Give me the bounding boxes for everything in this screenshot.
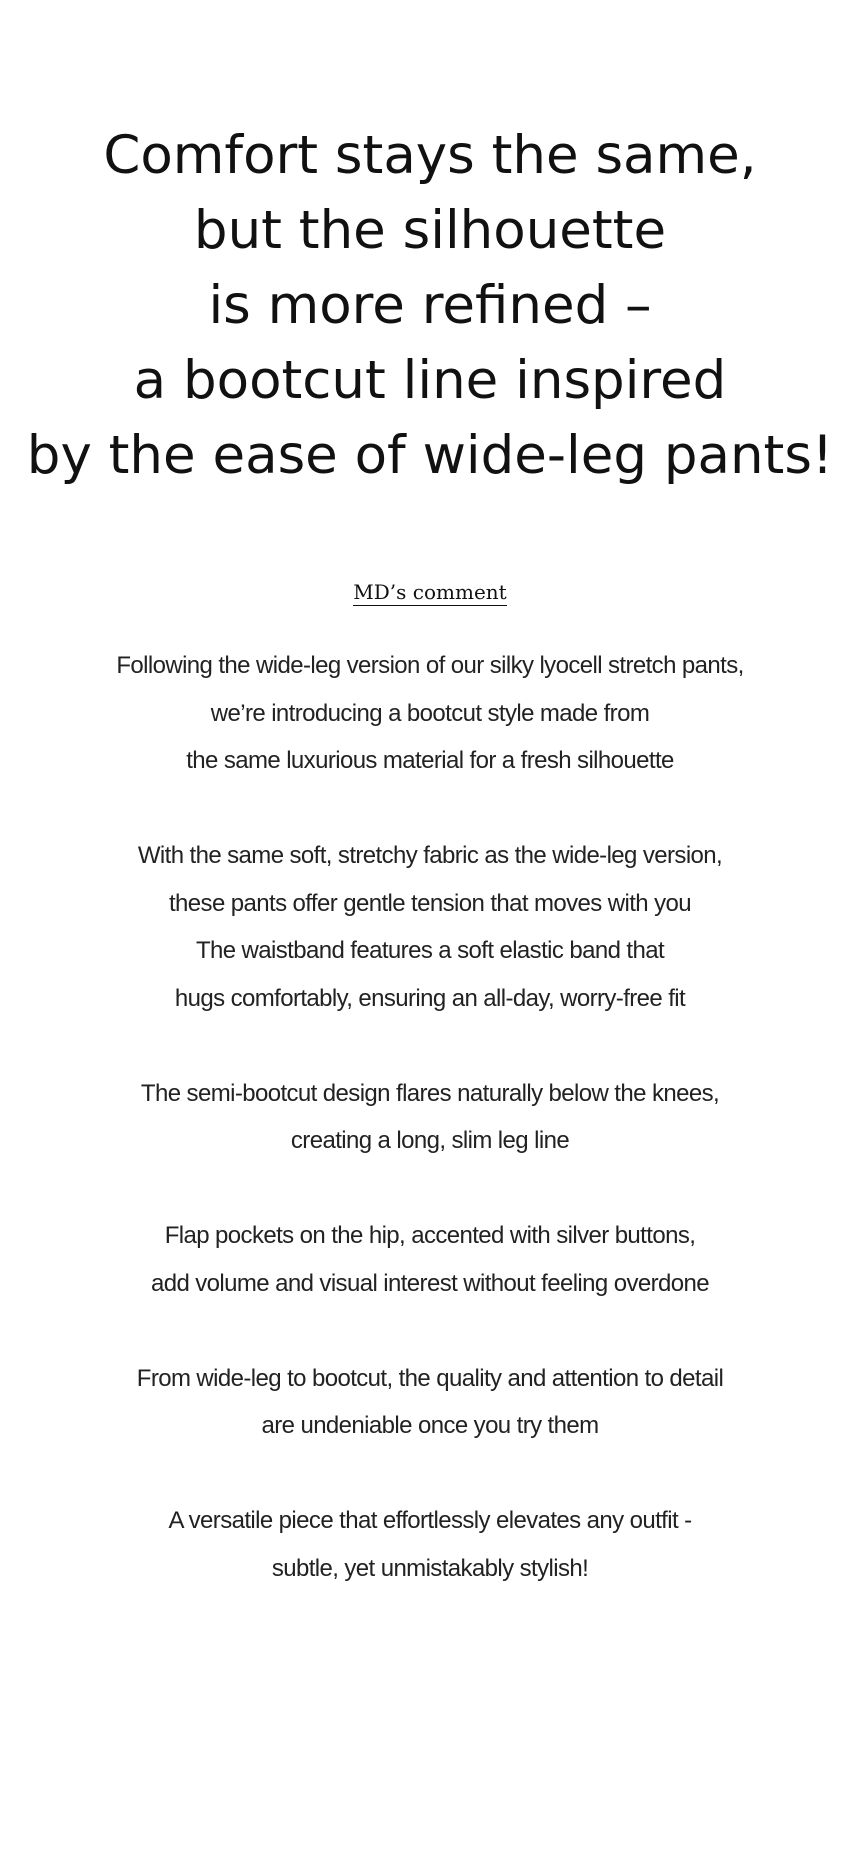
paragraph-line: Following the wide-leg version of our silky lyocell stretch pants, (116, 652, 744, 679)
headline-line: Comfort stays the same, (103, 125, 757, 186)
paragraph (0, 1497, 860, 1592)
paragraph (0, 1212, 860, 1307)
paragraph-line: creating a long, slim leg line (290, 1127, 570, 1154)
paragraph-line: these pants offer gentle tension that moves with you (168, 889, 692, 917)
paragraph-line: With the same soft, stretchy fabric as the wide-leg version, (137, 842, 723, 869)
paragraph-line: The waistband features a soft elastic band that (195, 937, 665, 964)
paragraph-line: subtle, yet unmistakably stylish! (271, 1554, 589, 1582)
paragraph-line: add volume and visual interest without feeling overdone (150, 1269, 710, 1297)
headline (0, 118, 860, 493)
headline-line: by the ease of wide-leg pants! (26, 425, 834, 486)
paragraph-line: The semi-bootcut design flares naturally below the knees, (140, 1079, 720, 1107)
md-comment-heading (0, 577, 860, 607)
headline-line: but the silhouette (193, 200, 667, 261)
paragraph (0, 642, 860, 785)
headline-line: is more refined – (208, 275, 652, 336)
paragraph-line: From wide-leg to bootcut, the quality and attention to detail (136, 1364, 724, 1392)
paragraph-line: the same luxurious material for a fresh silhouette (186, 747, 674, 774)
paragraph-line: Flap pockets on the hip, accented with silver buttons, (164, 1222, 696, 1249)
paragraph-line: hugs comfortably, ensuring an all-day, worry-free fit (174, 984, 686, 1012)
md-comment-body (0, 642, 860, 1640)
paragraph (0, 832, 860, 1022)
paragraph-line: A versatile piece that effortlessly elevates any outfit - (168, 1507, 692, 1534)
md-comment-label: MD’s comment (353, 580, 507, 604)
paragraph-line: we’re introducing a bootcut style made from (210, 699, 650, 727)
paragraph-line: are undeniable once you try them (261, 1412, 599, 1439)
headline-line: a bootcut line inspired (133, 350, 727, 411)
paragraph (0, 1070, 860, 1165)
paragraph (0, 1355, 860, 1450)
